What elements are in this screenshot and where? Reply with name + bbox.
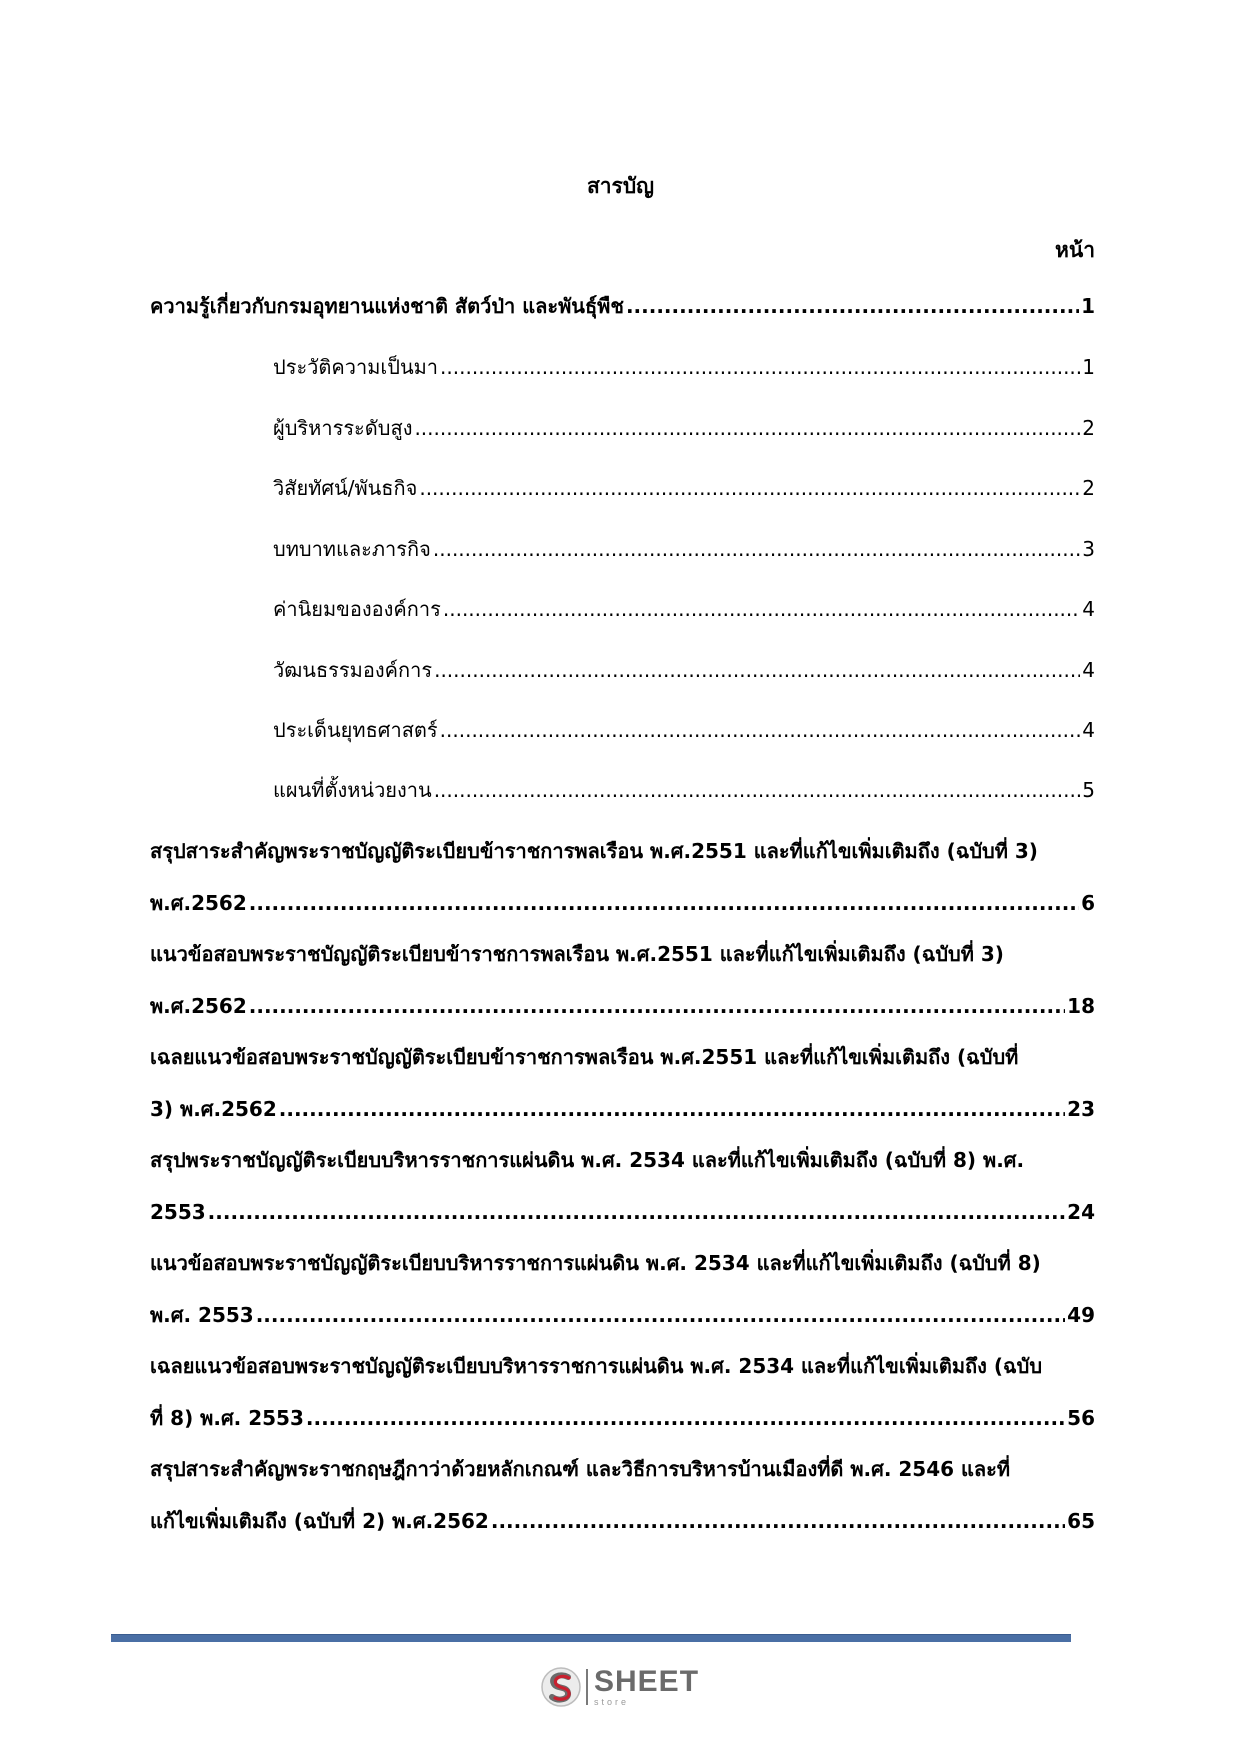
toc-page-number: 24 <box>1067 1200 1095 1224</box>
toc-entry-text: ค่านิยมขององค์การ <box>273 597 441 621</box>
toc-entry-main[interactable] <box>150 1043 1095 1123</box>
toc-page-number: 5 <box>1082 778 1095 802</box>
toc-entry-sub[interactable] <box>273 474 1095 502</box>
toc-entry-text-continued: พ.ศ. 2553 <box>150 1303 254 1327</box>
toc-entry-sub[interactable] <box>273 414 1095 442</box>
logo-divider <box>586 1669 588 1705</box>
toc-entry-main[interactable] <box>150 940 1095 1020</box>
toc-entry-text: ผู้บริหารระดับสูง <box>273 416 413 440</box>
dot-leader <box>434 776 1081 804</box>
toc-page-number: 3 <box>1082 537 1095 561</box>
dot-leader <box>491 1507 1065 1535</box>
logo-wordmark: SHEET <box>594 1665 700 1698</box>
dot-leader <box>249 889 1079 917</box>
toc-entry-text: ประวัติความเป็นมา <box>273 355 439 379</box>
dot-leader <box>443 595 1080 623</box>
toc-entry-main[interactable] <box>150 292 1095 320</box>
toc-entry-sub[interactable] <box>273 353 1095 381</box>
toc-entry-text: วัฒนธรรมองค์การ <box>273 658 433 682</box>
dot-leader <box>440 353 1080 381</box>
dot-leader <box>256 1301 1065 1329</box>
dot-leader <box>414 414 1080 442</box>
dot-leader <box>208 1198 1065 1226</box>
toc-entry-sub[interactable] <box>273 716 1095 744</box>
toc-entry-text: แผนที่ตั้งหน่วยงาน <box>273 778 432 802</box>
toc-entry-text: สรุปสาระสำคัญพระราชกฤษฎีกาว่าด้วยหลักเกณฑ์ และวิธีการบริหารบ้านเมืองที่ดี พ.ศ. 2546 และที่ <box>150 1457 1011 1481</box>
dot-leader <box>433 535 1080 563</box>
toc-entry-text: วิสัยทัศน์/พันธกิจ <box>273 476 418 500</box>
toc-entry-text: แนวข้อสอบพระราชบัญญัติระเบียบข้าราชการพลเรือน พ.ศ.2551 และที่แก้ไขเพิ่มเติมถึง (ฉบับที่ 3) <box>150 942 1004 966</box>
toc-entry-text: ประเด็นยุทธศาสตร์ <box>273 718 438 742</box>
toc-entry-sub[interactable] <box>273 656 1095 684</box>
toc-entry-text: เฉลยแนวข้อสอบพระราชบัญญัติระเบียบบริหารราชการแผ่นดิน พ.ศ. 2534 และที่แก้ไขเพิ่มเติมถึง (ฉบับ <box>150 1354 1043 1378</box>
toc-page-number: 18 <box>1067 994 1095 1018</box>
dot-leader <box>279 1095 1065 1123</box>
toc-entry-main[interactable] <box>150 1249 1095 1329</box>
footer-logo <box>540 1662 720 1712</box>
dot-leader <box>440 716 1081 744</box>
toc-page-number: 1 <box>1082 355 1095 379</box>
dot-leader <box>434 656 1080 684</box>
toc-page-number: 4 <box>1082 597 1095 621</box>
sheet-store-logo-icon <box>540 1666 582 1708</box>
toc-page-number: 23 <box>1067 1097 1095 1121</box>
toc-entry-text: แนวข้อสอบพระราชบัญญัติระเบียบบริหารราชการแผ่นดิน พ.ศ. 2534 และที่แก้ไขเพิ่มเติมถึง (ฉบับที่ 8) <box>150 1251 1041 1275</box>
toc-entry-text-continued: พ.ศ.2562 <box>150 994 247 1018</box>
toc-entry-text: สรุปสาระสำคัญพระราชบัญญัติระเบียบข้าราชการพลเรือน พ.ศ.2551 และที่แก้ไขเพิ่มเติมถึง (ฉบับที่ 3) <box>150 839 1038 863</box>
toc-page-number: 2 <box>1082 476 1095 500</box>
toc-entry-text-continued: แก้ไขเพิ่มเติมถึง (ฉบับที่ 2) พ.ศ.2562 <box>150 1509 489 1533</box>
footer-rule <box>111 1634 1071 1642</box>
toc-entry-text-continued: 2553 <box>150 1200 206 1224</box>
logo-subtext: store <box>594 1697 630 1707</box>
toc-page-number: 65 <box>1067 1509 1095 1533</box>
toc-entry-text: ความรู้เกี่ยวกับกรมอุทยานแห่งชาติ สัตว์ป่า และพันธุ์พืช <box>150 294 624 318</box>
toc-entry-text-continued: ที่ 8) พ.ศ. 2553 <box>150 1406 304 1430</box>
toc-entry-text: บทบาทและภารกิจ <box>273 537 431 561</box>
toc-entry-main[interactable] <box>150 1455 1095 1535</box>
toc-entry-sub[interactable] <box>273 776 1095 804</box>
toc-page-number: 6 <box>1081 891 1095 915</box>
page-column-header: หน้า <box>1055 238 1095 262</box>
dot-leader <box>249 992 1065 1020</box>
toc-page-number: 49 <box>1067 1303 1095 1327</box>
dot-leader <box>626 292 1079 320</box>
page-title: สารบัญ <box>586 174 655 198</box>
toc-entry-sub[interactable] <box>273 595 1095 623</box>
dot-leader <box>419 474 1080 502</box>
toc-page-number: 2 <box>1082 416 1095 440</box>
toc-entry-text-continued: 3) พ.ศ.2562 <box>150 1097 277 1121</box>
dot-leader <box>306 1404 1065 1432</box>
toc-entry-text: เฉลยแนวข้อสอบพระราชบัญญัติระเบียบข้าราชการพลเรือน พ.ศ.2551 และที่แก้ไขเพิ่มเติมถึง (ฉบับที่ <box>150 1045 1019 1069</box>
toc-page-number: 4 <box>1082 658 1095 682</box>
toc-entry-main[interactable] <box>150 1352 1095 1432</box>
toc-page-number: 56 <box>1067 1406 1095 1430</box>
toc-entry-main[interactable] <box>150 837 1095 917</box>
toc-page-number: 4 <box>1082 718 1095 742</box>
toc-entry-text: สรุปพระราชบัญญัติระเบียบบริหารราชการแผ่นดิน พ.ศ. 2534 และที่แก้ไขเพิ่มเติมถึง (ฉบับที่ 8) พ.ศ. <box>150 1148 1025 1172</box>
toc-entry-text-continued: พ.ศ.2562 <box>150 891 247 915</box>
toc-entry-sub[interactable] <box>273 535 1095 563</box>
toc-page-number: 1 <box>1081 294 1095 318</box>
toc-entry-main[interactable] <box>150 1146 1095 1226</box>
